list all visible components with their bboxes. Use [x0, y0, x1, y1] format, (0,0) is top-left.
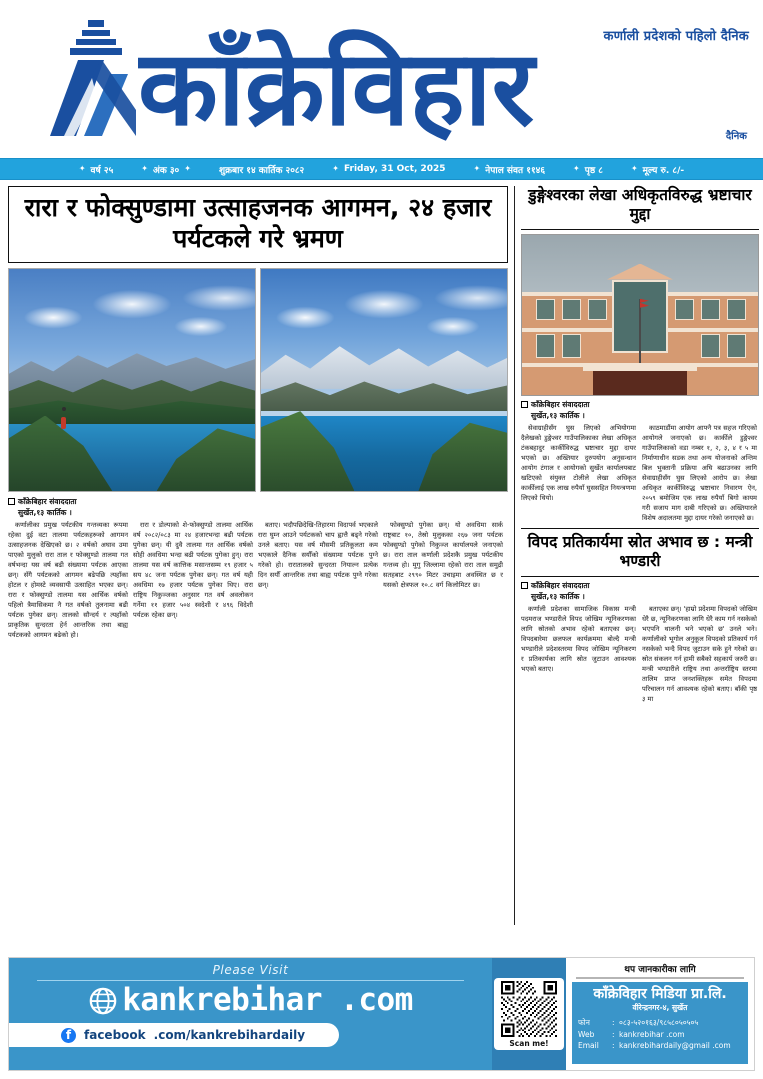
lead-column-1 — [8, 520, 128, 640]
column-divider — [514, 186, 515, 925]
diamond-icon: ✦ — [630, 164, 638, 173]
diamond-icon: ✦ — [78, 164, 86, 173]
please-visit-label: Please Visit — [212, 963, 289, 977]
contact-phone — [578, 1017, 742, 1028]
ad-website-panel[interactable] — [9, 958, 492, 1070]
facebook-icon: f — [61, 1028, 76, 1043]
right-story-divider — [521, 528, 759, 529]
right-story-1-byline-date: सुर्खेत,१३ कार्तिक । — [531, 410, 585, 420]
lead-headline-box — [8, 186, 508, 263]
lead-body-columns — [8, 520, 508, 640]
info-item-english-date — [318, 164, 459, 174]
contact-phone-key: फोन — [578, 1018, 590, 1028]
contact-web-key: Web — [578, 1029, 595, 1039]
right-story-2-headline: विपद प्रतिकार्यमा स्रोत अभाव छ : मन्त्री भण्डारी — [527, 532, 753, 571]
info-item-nepali-date — [205, 163, 318, 176]
right-story-1-headline-box — [521, 186, 759, 230]
company-card — [572, 982, 748, 1064]
info-pages-label: पृष्ठ ८ — [584, 165, 603, 176]
info-item-issue — [127, 163, 205, 176]
info-item-year — [65, 163, 127, 176]
info-english-date-label: Friday, 31 Oct, 2025 — [343, 164, 446, 174]
facebook-label: facebook — [84, 1028, 146, 1042]
website-row[interactable] — [9, 982, 492, 1018]
lead-column-2-text: रारा र डोल्पाको शे-फोक्सुण्डो तालमा आर्थिक वर्ष २०८२/०८३ मा २४ हजारभन्दा बढी पर्यटक पुगेका छन्। यी दुवै तालमा गत आर्थिक वर्षको सोही अवधिमा भन्दा बढी पर्यटक पुगेका हुन्। रारा तालमा यस वर्ष कात्तिक मसान्तसम्म १९ हजार ५ सय ४८ जना पर्यटक पुगेका छन्। गत वर्ष यही अवधिमा १७ हजार पर्यटक पुगेका थिए। रारा राष्ट्रिय निकुञ्जका अनुसार गत वर्ष अवलोकन गर्नेमा ११ हजार ५०४ स्वदेशी र ४९६ विदेशी पर्यटक रहेका छन्। — [133, 521, 253, 620]
lead-byline-date: सुर्खेत,१३ कार्तिक । — [18, 508, 72, 517]
colon-separator: : — [612, 1029, 615, 1039]
contact-email-value[interactable]: kankrebihardaily@gmail .com — [619, 1040, 731, 1050]
website-url[interactable]: kankrebihar .com — [122, 982, 413, 1018]
tagline: कर्णाली प्रदेशको पहिलो दैनिक — [603, 29, 749, 44]
right-story-1-columns — [521, 423, 759, 523]
right-story-1-byline — [521, 400, 759, 410]
right-story-1-column-1-text: सेवाग्राहीसँग घुस लिएको अभियोगमा दैलेखको डुङ्गेश्वर गाउँपालिकाका लेखा अधिकृत टंकबहादुर कार्कीविरुद्ध भ्रष्टाचार मुद्दा दायर भएको छ। अख्तियार दुरुपयोग अनुसन्धान आयोग टंगाल र आयोगको सुर्खेत कार्यालयबाट खटिएको संयुक्त टोलीले लेखा अधिकृत कार्कीलाई एक लाख रुपैयाँ घुससहित नियन्त्रणमा लिएको थियो। — [521, 423, 636, 502]
right-story-1-headline: डुङ्गेश्वरका लेखा अधिकृतविरुद्ध भ्रष्टाचार मुद्दा — [528, 186, 752, 224]
right-story-2-column-2-text: बताएका छन्। 'हाम्रो प्रदेशमा विपदको जोखिम धेरै छ, न्यूनिकरणका लागि धेरै काम गर्न नसकेको भएपनि थालनी भने भएको छ' उनले भने। कर्णालीको भूगोल अनुकूल विपदको प्रतिकार्य गर्न नसकेको भन्दै विपद जुटाउन सके हुने गरेको छ। स्रोत संकलन गर्न हामी सबैको सहकार्य जरुरी छ। मन्त्री भण्डारीले राष्ट्रिय तथा अन्तर्राष्ट्रिय स्तरमा तालिम प्राप्त जनशक्तिहरू समेत विपदमा परिचालन गर्न आवश्यक रहेको बताए। बाँकी पृष्ठ ३ मा — [642, 604, 758, 703]
info-item-nepal-sambat — [460, 163, 559, 176]
lead-photo-row — [8, 268, 508, 492]
right-story-1 — [521, 186, 759, 523]
masthead — [0, 0, 763, 158]
special-court-building-photo — [521, 234, 759, 396]
more-info-header: थप जानकारीका लागि — [576, 962, 744, 979]
lead-byline — [8, 497, 508, 507]
right-story-1-column-1 — [521, 423, 636, 523]
diamond-icon: ✦ — [573, 164, 580, 173]
info-year-label: वर्ष २५ — [90, 165, 114, 176]
svg-text:काँक्रेविहार: काँक्रेविहार — [138, 27, 535, 149]
company-name: काँक्रेविहार मिडिया प्रा.लि. — [593, 986, 727, 1002]
right-story-2-columns — [521, 604, 759, 704]
diamond-icon: ✦ — [473, 164, 481, 173]
ad-divider-line — [37, 980, 464, 981]
contact-list — [578, 1017, 742, 1051]
issue-info-bar — [0, 158, 763, 180]
rara-lake-photo — [8, 268, 256, 492]
contact-email-key: Email — [578, 1040, 599, 1050]
facebook-handle[interactable]: .com/kankrebihardaily — [153, 1028, 306, 1042]
info-item-pages — [559, 163, 617, 176]
lead-column-2 — [133, 520, 253, 640]
qr-card[interactable] — [494, 978, 564, 1050]
bullet-square-icon — [8, 498, 15, 505]
right-story-2-column-2 — [642, 604, 757, 704]
right-story-2-column-1 — [521, 604, 636, 704]
lead-column-4-text: फोक्सुण्डो पुगेका छन्। यो अवधिमा सार्क राष्ट्रबाट १०, तेस्रो मुलुकका २६७ जना पर्यटक फोक्सुण्डो पुगेको निकुञ्ज कार्यालयले जनाएको छ। रारा ताल कर्णाली प्रदेशकै प्रमुख पर्यटकीय गन्तव्य हो। मुगु जिल्लामा रहेको रारा ताल समुद्री सतहबाट २९९० मिटर उचाइमा अवस्थित छ र यसको क्षेत्रफल १०.८ वर्ग किलोमिटर छ। — [383, 521, 503, 590]
contact-email — [578, 1040, 742, 1051]
content-area — [0, 180, 763, 925]
colon-separator: : — [612, 1040, 615, 1050]
contact-web-value[interactable]: kankrebihar .com — [619, 1029, 685, 1039]
lead-column-3 — [258, 520, 378, 640]
lead-byline-label: काँक्रेबिहार संवाददाता — [18, 497, 77, 506]
lead-story — [8, 186, 508, 925]
info-item-price — [617, 163, 698, 176]
diamond-icon: ✦ — [141, 164, 148, 173]
bullet-square-icon — [521, 582, 528, 589]
right-story-1-column-2 — [642, 423, 757, 523]
contact-web — [578, 1029, 742, 1040]
right-story-2-byline-label: काँक्रेबिहार संवाददाता — [531, 580, 590, 590]
right-story-2-column-1-text: कर्णाली प्रदेशका सामाजिक विकास मन्त्री पदमराज भण्डारीले विपद जोखिम न्यूनिकरणका लागि स्रोतको अभाव रहेको बताएका छन्। विपदबारेमा छलफल कार्यक्रममा बोल्दै मन्त्री भण्डारीले प्रदेशस्तरमा विपद जोखिम न्यूनिकरण र प्रतिकार्यका लागि स्रोत जुटाउन आवश्यक भएको बताए। — [521, 604, 636, 673]
qr-code-icon[interactable] — [501, 981, 557, 1037]
phoksundo-lake-photo — [260, 268, 508, 492]
info-issue-label: अंक ३० — [152, 165, 180, 176]
scan-me-label: Scan me! — [509, 1039, 549, 1048]
lead-headline: रारा र फोक्सुण्डामा उत्साहजनक आगमन, २४ हजार पर्यटकले गरे भ्रमण — [24, 193, 492, 253]
right-story-1-byline-label: काँक्रेबिहार संवाददाता — [531, 399, 590, 409]
globe-icon — [88, 986, 118, 1016]
right-story-1-column-2-text: काठमाडौंमा आयोग आफ्नै पत्र सहज गरिएको आयोगले जनाएको छ। कार्कीले डुङ्गेश्वर गाउँपालिकाको वडा नम्बर १, २, ३, ४ र ५ मा निर्माणाधीन सडक तथा अन्य योजनाको अन्तिम बिल भुक्तानी प्रक्रिया अघि बढाउनका लागि सेवाग्राहीसँग घुस लिएको आरोप छ। लेखा अधिकृत कार्कीविरुद्ध भ्रष्टाचार निवारण ऐन, २०५९ बमोजिम एक लाख रुपैयाँ बिगो कायम गरी सजाय माग दाबी गरिएको छ। अख्तियारले विशेष अदालतमा मुद्दा दायर गरेको जनाएको छ। — [642, 423, 757, 522]
right-story-2 — [521, 533, 759, 704]
diamond-icon: ✦ — [332, 164, 339, 173]
right-story-2-byline-date: सुर्खेत,१३ कार्तिक । — [531, 591, 585, 601]
info-nepal-sambat-label: नेपाल संवत ११४६ — [485, 165, 545, 176]
info-price-label: मूल्य रु. ८/- — [642, 165, 685, 176]
right-column — [521, 186, 759, 925]
right-story-2-byline — [521, 581, 759, 591]
advertisement-banner — [8, 957, 755, 1071]
diamond-icon: ✦ — [184, 164, 191, 173]
qr-panel — [492, 958, 566, 1070]
info-nepali-date-label: शुक्रबार १४ कार्तिक २०८२ — [218, 165, 305, 176]
bullet-square-icon — [521, 401, 528, 408]
colon-separator: : — [612, 1018, 615, 1028]
contact-phone-value: ०८३-५२०१६३/९८५८०५०५०५ — [619, 1018, 699, 1028]
lead-column-1-text: कर्णालीका प्रमुख पर्यटकीय गन्तव्यका रूपमा रहेका दुई वटा तालमा पर्यटकहरूको आगमन उत्साहजनक देखिएको छ। २ वर्षको अघाव उमा पाएको मुलुको रारा ताल र फोक्सुण्डो तालमा गत वर्षभन्दा यस वर्ष बढी संख्यामा पर्यटक आएका छन्। सँगै पर्यटकको आगमन बढेपछि त्यहाँका होटल र होमस्टे व्यवसायी उत्साहित भएका छन्। रारा र फोक्सुण्डो तालमा यस आर्थिक वर्षको पहिलो त्रैमासिकमा नै गत वर्षको तुलनामा बढी पर्यटक पुगेका छन्। तालको सौन्दर्य र त्यहाँको प्राकृतिक सुन्दरता हेर्न आन्तरिक तथा बाह्य पर्यटकको आगमन बढेको हो। — [8, 521, 128, 640]
lead-column-4 — [383, 520, 503, 640]
right-story-2-headline-box — [521, 533, 759, 577]
daily-label: दैनिक — [725, 131, 747, 142]
company-address: वीरेन्द्रनगर-४, सुर्खेत — [632, 1003, 688, 1013]
facebook-row[interactable] — [9, 1023, 339, 1047]
lead-column-3-text: बताए। भदौपछिदेखि-तिहारमा विदापर्व भएकाले रारा घुम्न आउने पर्यटकको चाप ह्वात्तै बढ्ने गरेको उनले बताए। यस वर्ष मौसमी प्रतिकूलता कम भएकाले दैनिक सयौँको संख्यामा पर्यटक पुग्ने गरेको हो। रारातालको सुन्दरता नियाल्न प्रत्येक दिन सयौँ आन्तरिक तथा बाह्य पर्यटक पुग्ने गरेका छन्। — [258, 521, 378, 590]
ad-contact-panel — [566, 958, 754, 1070]
